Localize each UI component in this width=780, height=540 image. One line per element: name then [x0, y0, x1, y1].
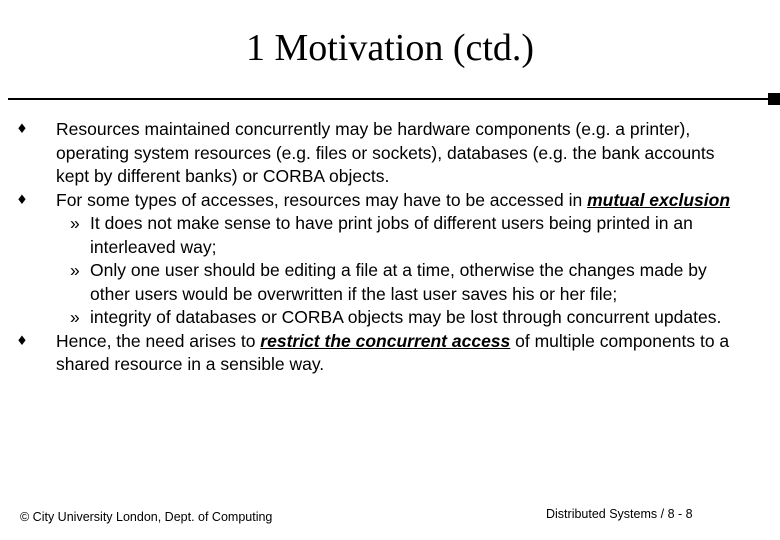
bullet-text-after: of multiple components to a shared resource in a sensible way.: [56, 330, 730, 374]
footer-page-number: Distributed Systems / 8 - 8: [546, 507, 693, 521]
sub-item-text: It does not make sense to have print jobs of different users being printed in an interleaved way;: [90, 213, 693, 257]
bullet-text: Resources maintained concurrently may be hardware components (e.g. a printer), operating system resources (e.g. files or sockets), databases (e.g. the bank accounts kept by different banks) or CORBA objects.: [56, 119, 715, 186]
bullet-item-restrict-access: [0, 330, 780, 377]
footer-copyright: © City University London, Dept. of Computing: [20, 510, 273, 524]
sub-bullet-icon: »: [70, 260, 80, 280]
title-rule: [8, 98, 780, 100]
sub-item-text: integrity of databases or CORBA objects may be lost through concurrent updates.: [90, 307, 722, 327]
sub-bullet-icon: »: [70, 213, 80, 233]
bullet-item-resources: [0, 118, 780, 189]
diamond-bullet-icon: ♦: [16, 192, 28, 208]
emphasis-text: restrict the concurrent access: [260, 330, 511, 351]
diamond-bullet-icon: ♦: [16, 122, 28, 137]
bullet-text: Hence, the need arises to: [56, 330, 261, 351]
emphasis-text: mutual exclusion: [587, 189, 731, 210]
bullet-item-mutual-exclusion: [0, 189, 780, 213]
sub-item-integrity: [0, 306, 780, 330]
sub-item-print-jobs: [0, 212, 780, 259]
sub-item-text: Only one user should be editing a file at a time, otherwise the changes made by other users would be overwritten if the last user saves his or her file;: [90, 260, 707, 304]
diamond-bullet-icon: ♦: [16, 333, 28, 349]
rule-end-marker: [768, 93, 780, 105]
sub-bullet-icon: »: [70, 307, 80, 327]
slide-body: [0, 118, 780, 377]
sub-item-file-editing: [0, 259, 780, 306]
slide-title: 1 Motivation (ctd.): [245, 27, 535, 69]
bullet-text: For some types of accesses, resources may have to be accessed in: [56, 189, 588, 210]
